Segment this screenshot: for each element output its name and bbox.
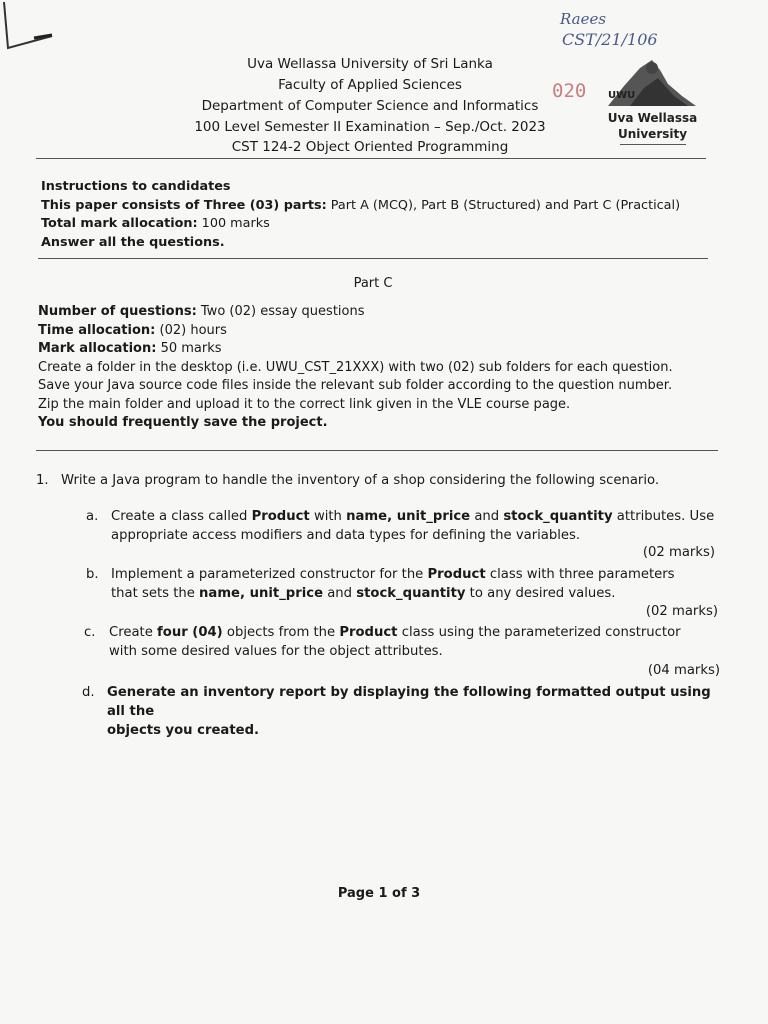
total-value: 100 marks <box>197 216 270 231</box>
faculty-name: Faculty of Applied Sciences <box>278 77 462 93</box>
university-logo <box>600 56 705 151</box>
q1-text: Write a Java program to handle the inventory of a shop considering the following scenario. <box>61 473 660 488</box>
q1c-text: Create four (04) objects from the Product class using the parameterized constructor with some desired values for the object attributes. <box>109 625 681 659</box>
mark-label: Mark allocation: <box>38 341 157 356</box>
q1d-text: Generate an inventory report by displaying the following formatted output using all the objects you created. <box>107 685 711 738</box>
q1a-text: Create a class called Product with name, unit_price and stock_quantity attributes. Use appropriate access modifiers and data types for defining the variables. <box>111 509 715 543</box>
page-number: Page 1 of 3 <box>337 886 421 901</box>
department-name: Department of Computer Science and Informatics <box>201 98 539 114</box>
logo-mark: UWU <box>608 90 636 101</box>
logo-underline <box>620 144 686 145</box>
q1a-label: a. <box>86 509 99 524</box>
exam-name: 100 Level Semester II Examination – Sep./Oct. 2023 <box>194 119 546 135</box>
answer-all: Answer all the questions. <box>41 234 225 250</box>
part-c-divider <box>36 450 718 451</box>
q1b-label: b. <box>86 567 99 582</box>
university-name: Uva Wellassa University of Sri Lanka <box>247 56 493 72</box>
time-value: (02) hours <box>155 322 227 338</box>
save-instruction: Save your Java source code files inside the relevant sub folder according to the question number. <box>38 378 673 393</box>
pen-scribble <box>0 0 60 60</box>
q1b-text: Implement a parameterized constructor for the Product class with three parameters that sets the name, unit_price and stock_quantity to any desired values. <box>111 567 675 601</box>
q1a-marks: (02 marks) <box>642 545 715 560</box>
course-name: CST 124-2 Object Oriented Programming <box>231 139 509 155</box>
num-q-value: Two (02) essay questions <box>196 304 365 319</box>
stamp-number: 020 <box>552 80 587 102</box>
part-c-title: Part C <box>353 276 393 291</box>
zip-instruction: Zip the main folder and upload it to the correct link given in the VLE course page. <box>38 396 571 412</box>
parts-value: Part A (MCQ), Part B (Structured) and Part C (Practical) <box>326 197 681 213</box>
q1b-marks: (02 marks) <box>645 604 718 619</box>
logo-graphic <box>600 56 705 111</box>
mark-value: 50 marks <box>156 341 222 356</box>
logo-text-2: University <box>617 127 688 141</box>
instructions-block <box>41 178 721 252</box>
folder-instruction: Create a folder in the desktop (i.e. UWU_CST_21XXX) with two (02) sub folders for each question. <box>38 359 673 375</box>
instructions-title: Instructions to candidates <box>41 179 231 194</box>
num-q-label: Number of questions: <box>38 304 197 319</box>
instructions-divider <box>38 258 708 259</box>
logo-text-1: Uva Wellassa <box>607 111 698 125</box>
part-c-block <box>38 303 738 433</box>
time-label: Time allocation: <box>38 322 156 338</box>
total-label: Total mark allocation: <box>41 216 198 231</box>
q1-number: 1. <box>36 473 49 488</box>
q1c-marks: (04 marks) <box>647 663 720 678</box>
handwritten-name: Raees <box>560 10 607 28</box>
header-divider <box>36 158 706 159</box>
q1c-label: c. <box>84 625 96 640</box>
q1d-label: d. <box>82 685 95 700</box>
parts-label: This paper consists of Three (03) parts: <box>41 197 327 213</box>
handwritten-index: CST/21/106 <box>562 30 658 49</box>
save-note: You should frequently save the project. <box>38 415 328 430</box>
